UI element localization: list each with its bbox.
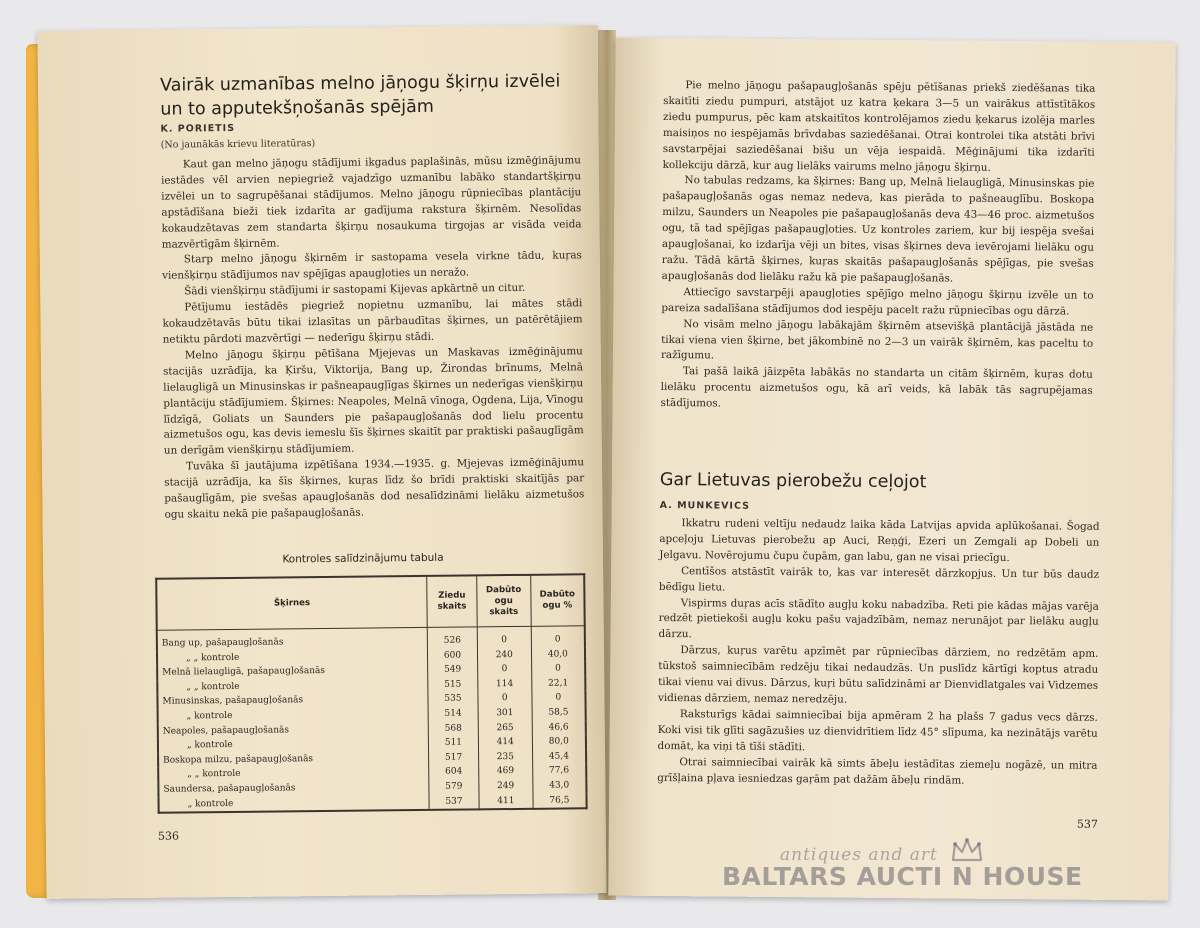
- value-cell: 114: [478, 677, 532, 692]
- article-author: K. PORIETIS: [160, 122, 236, 135]
- watermark-tagline: antiques and art: [780, 845, 938, 865]
- value-cell: 526: [427, 627, 477, 649]
- variety-name-cell: „ „ kontrole: [158, 765, 429, 782]
- left-page: [37, 25, 606, 899]
- paragraph: Starp melno jāņogu šķirnēm ir sastopama vesela virkne tādu, kuŗas vienšķirņu stādījumos nav spējīgas apaugļoties un neražo.: [161, 249, 582, 283]
- value-cell: 0: [531, 626, 585, 648]
- value-cell: 517: [429, 750, 479, 765]
- paragraph: Vispirms duŗas acīs stādīto augļu koku nabadzība. Reti pie kādas mājas varēja redzēt pietiekoši augļu koku pašu vajadzībām, nemaz nerunājot par lielāku augļu dārzu.: [658, 596, 1099, 641]
- variety-name-cell: Melnā lielaugligā, pašapaugļošanās: [157, 663, 428, 680]
- paragraph: Ikkatru rudeni veltīju nedaudz laika kāda Latvijas apvida aplūkošanai. Šogad apceļoju Lietuvas pierobežu ap Auci, Reņģi, Ezeri un Zemgali ap Dobeli un Jelgavu. Novērojumu čupu čupām, gan labu, gan ne visai priecīgu.: [659, 517, 1100, 564]
- variety-name-cell: Bang up, pašapaugļošanās: [157, 627, 428, 651]
- variety-name-cell: „ „ kontrole: [157, 678, 428, 695]
- table-header: Ziedu skaits: [427, 575, 477, 627]
- paragraph: Šādi vienšķirņu stādījumi ir sastopami Ķijevas apkārtnē un citur.: [184, 282, 526, 298]
- article-author: A. MUNKEVICS: [659, 499, 751, 512]
- value-cell: 600: [428, 648, 478, 663]
- value-cell: 515: [428, 677, 478, 692]
- paragraph: Tuvāka šī jautājuma izpētīšana 1934.—1935. g. Mjejevas izmēģinājumu stacijā uzrādīja, ka šīs šķirnes, kuŗas līdz šo brīdi praktiski skaitījās par pašauglīgām, pie svešas apaugļošanās dod nesalīdzināmi lielāku aizmetušos ogu skaitu nekā pie pašapaugļošanās.: [164, 456, 585, 521]
- paragraph: No visām melno jāņogu labākajām šķirnēm atsevišķā plantācijā jāstāda ne tikai viena vien šķirne, bet jākombinē no 2—3 un vairāk šķirnēm, kas paceltu to ražīgumu.: [660, 317, 1094, 362]
- paragraph: Melno jāņogu šķirņu pētīšana Mjejevas un Maskavas izmēģinājumu stacijās uzrādīja, ka Ķiršu, Viktorija, Bang up, Žirondas brīnums, Melnā lielaugligā un Minusinskas ir pašneapaugļīgas šķirnes un nederīgas vienšķirņu plantāciju stādījumiem. Šķirnes: Neapoles, Melnā vīnoga, Ogdena, Lija, Vīnogu līdzīgā, Goliats un Saunders pie pašapaugļošanās dod lielu procentu aizmetušos ogu, kas devis iemeslu šīs šķirnes skaitīt par praktiski pašauglīgām un derīgām vienšķirņu stādījumiem.: [162, 345, 584, 457]
- value-cell: 0: [532, 691, 586, 706]
- value-cell: 249: [479, 779, 533, 794]
- paragraph: Raksturīgs kādai saimniecībai bija apmēram 2 ha plašs 7 gadus vecs dārzs. Koki visi tik glīti sagāzušies uz dienvidrītiem līdz 45° slīpuma, ka nezinātājs varētu domāt, ka viņi tā tīši stādīti.: [657, 708, 1098, 753]
- value-cell: 40,0: [531, 647, 585, 662]
- article-note: (No jaunākās krievu literatūras): [160, 138, 316, 151]
- value-cell: 535: [428, 692, 478, 707]
- article-title: Vairāk uzmanības melno jāņogu šķirņu izvēlei un to apputekšņošanās spējām: [159, 71, 561, 120]
- value-cell: 604: [429, 765, 479, 780]
- table-header-row: [156, 574, 585, 630]
- article-body: [660, 78, 1095, 416]
- value-cell: 411: [479, 793, 533, 809]
- table-title: Kontroles salīdzinājumu tabula: [282, 551, 444, 566]
- value-cell: 301: [478, 706, 532, 721]
- value-cell: 46,6: [532, 720, 586, 735]
- paragraph: Dārzus, kuŗus varētu apzīmēt par rūpniecības dārziem, no redzētām apm. tūkstoš saimniecībām redzēju tikai nedaudzās. Un puslīdz kārtīgi koptus atradu tikai vienu vai divus. Dārzus, kuŗi būtu salīdzināmi ar Dienvidlatgales vai Vidzemes vidienas dārziem, nemaz neredzēju.: [657, 644, 1099, 706]
- value-cell: 0: [478, 691, 532, 706]
- paragraph: Centīšos atstāstīt vairāk to, kas var interesēt dārzkopjus. Un tur būs daudz bēdīgu lietu.: [658, 564, 1100, 594]
- value-cell: 579: [429, 779, 479, 794]
- variety-name-cell: „ kontrole: [158, 736, 429, 753]
- value-cell: 537: [429, 794, 479, 810]
- comparison-table: [155, 573, 587, 814]
- value-cell: 0: [477, 662, 531, 677]
- table-header: Dabūto ogu skaits: [477, 575, 531, 627]
- value-cell: 0: [531, 661, 585, 676]
- variety-name-cell: „ kontrole: [159, 794, 430, 812]
- right-page: [608, 38, 1175, 901]
- variety-name-cell: Neapoles, pašapaugļošanās: [158, 721, 429, 738]
- value-cell: 414: [478, 735, 532, 750]
- paragraph: Attiecīgo savstarpēji apaugļoties spējīgo melno jāņogu šķirņu izvēle un to pareiza sadalīšana stādījumos dod iespēju pacelt ražu rūpniecības ogu dārzā.: [661, 285, 1094, 318]
- article-title: Gar Lietuvas pierobežu ceļojot: [659, 469, 927, 493]
- variety-name-cell: „ „ kontrole: [157, 648, 428, 665]
- value-cell: 469: [479, 764, 533, 779]
- table-body: [157, 626, 587, 813]
- value-cell: 265: [478, 720, 532, 735]
- value-cell: 58,5: [532, 705, 586, 720]
- variety-name-cell: „ kontrole: [158, 707, 429, 724]
- watermark-brand: BALTARS AUCTI N HOUSE: [722, 862, 1083, 891]
- value-cell: 77,6: [532, 764, 586, 779]
- value-cell: 22,1: [531, 676, 585, 691]
- page-number: 537: [1076, 817, 1098, 831]
- paragraph: Otrai saimniecībai vairāk kā simts ābeļu iestādītas ziemeļu nogāzē, un mitra grīšļaina pļava iesniedzas gaŗām pat dažām ābeļu rindām.: [657, 755, 1098, 787]
- article-body: [657, 516, 1099, 790]
- value-cell: 240: [477, 647, 531, 662]
- variety-name-cell: Boskopa milzu, pašapaugļošanās: [158, 751, 429, 768]
- value-cell: 76,5: [533, 793, 587, 809]
- paragraph: No tabulas redzams, ka šķirnes: Bang up, Melnā lielaugligā, Minusinskas pie pašapaugļošanās ogas nemaz nedeva, kas pierāda to pašneauglību. Boskopa milzu, Saunders un Neapoles pie pašapaugļošanās deva 43—46 proc. aizmetušos ogu, tā tad spējīgas pašapaugļoties. Uz kontroles zariem, kur bij iespēja svešai apaugļošanai, ko izdarīja vēji un bites, visas šķirnes deva ievērojami lielāku ogu ražu. Tādā kārtā šķirnes, kuŗas skaitās pašapaugļošanās spējīgas, pie svešas apaugļošanās dod lielāku ražu kā pie pašapaugļošanās.: [661, 174, 1095, 285]
- variety-name-cell: Minusinskas, pašapaugļošanās: [157, 692, 428, 709]
- value-cell: 549: [428, 663, 478, 678]
- page-number: 536: [157, 829, 179, 843]
- value-cell: 235: [478, 750, 532, 765]
- value-cell: 0: [477, 626, 531, 648]
- value-cell: 80,0: [532, 734, 586, 749]
- value-cell: 511: [428, 736, 478, 751]
- paragraph: Kaut gan melno jāņogu stādījumi ikgadus paplašinās, mūsu izmēģinājumu iestādes vēl arvien nepiegriež vajadzīgo uzmanību labāko standartšķirņu izvēlei un to sagrupēšanai stādījumos. Melno jāņogu rūpniecības plantāciju apstādīšana bieži tiek izdarīta ar gadījuma rakstura šķirnēm. Nesolīdas kokaudzētavas zem standarta šķirņu nosaukuma tirgojas ar visāda veida mazvērtīgām šķirnēm.: [160, 154, 582, 251]
- value-cell: 514: [428, 706, 478, 721]
- table-header: Šķirnes: [156, 576, 427, 630]
- value-cell: 568: [428, 721, 478, 736]
- value-cell: 45,4: [532, 749, 586, 764]
- value-cell: 43,0: [532, 778, 586, 793]
- paragraph: Pie melno jāņogu pašapaugļošanās spēju pētīšanas priekš ziedēšanas tika skaitīti ziedu pumpuri, atstājot uz katra ķekara 3—5 un vairākus attīstītākos ziedu pumpurus, pēc kam atskaitītos kontrolējamos ziedu ķekarus izolēja marles maisiņos no iespējamās brīvdabas saziedēšanai. Otrai kontrolei tika atstāti brīvi savstarpējai saziedēšanai bišu un vēja iespaidā. Mēģinājumi tika izdarīti kollekciju dārzā, kur aug lielāks vairums melno jāņogu šķirņu.: [662, 79, 1096, 174]
- table-header: Dabūto ogu %: [530, 574, 584, 626]
- paragraph: Tai pašā laikā jāizpēta labākās no standarta un citām šķirnēm, kuŗas dotu lielāku procentu aizmetušos ogu, kā arī veids, kā labāk tās sagrupējamas stādījumos.: [660, 365, 1093, 410]
- article-body: [161, 153, 585, 523]
- paragraph: Pētījumu iestādēs piegriež nopietnu uzmanību, lai mātes stādi kokaudzētavās būtu tikai izlasītas un pārbaudītas šķirnes, un patērētājiem netiktu pārdoti mazvērtīgi — nederīgu šķirņu stādi.: [162, 297, 583, 346]
- variety-name-cell: Saundersa, pašapaugļošanās: [158, 780, 429, 797]
